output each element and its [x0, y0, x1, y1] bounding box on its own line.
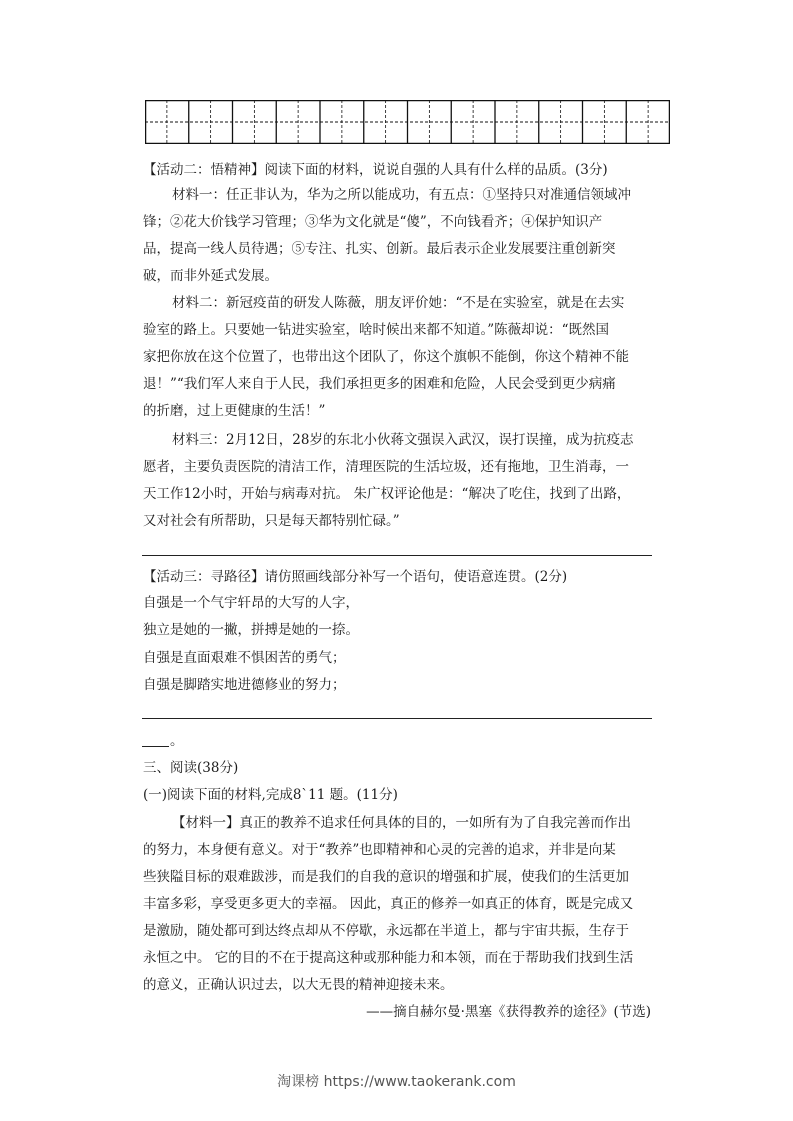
activity3-line3: 自强是直面艰难不惧困苦的勇气；	[143, 650, 346, 666]
reading-line3: 些狭隘目标的艰难跋涉，而是我们的自我的意识的增强和扩展，使我们的生活更加	[143, 869, 629, 885]
activity3-line1: 自强是一个气宇轩昂的大写的人字，	[143, 595, 359, 611]
writing-grid	[145, 100, 670, 144]
reading-line7: 的意义，正确认识过去，以大无畏的精神迎接未来。	[143, 977, 454, 993]
material1-line4: 破，而非外延式发展。	[143, 268, 278, 284]
footer-watermark: 淘课榜 https://www.taokerank.com	[277, 1074, 516, 1090]
material2-line3: 家把你放在这个位置了，也带出这个团队了，你这个旗帜不能倒，你这个精神不能	[143, 349, 629, 365]
activity3-line4: 自强是脚踏实地进德修业的努力；	[143, 677, 346, 693]
activity3-heading: 【活动三：寻路径】请仿照画线部分补写一个语句，使语意连贯。(2分)	[143, 569, 568, 585]
section-title: 三、阅读(38分)	[143, 760, 239, 776]
subsection-title: (一)阅读下面的材料,完成8`11 题。(11分)	[143, 787, 398, 803]
reading-line2: 的努力，本身便有意义。对于“教养”也即精神和心灵的完善的追求，并非是向某	[143, 842, 616, 858]
material1-line3: 品，提高一线人员待遇；⑤专注、扎实、创新。最后表示企业发展要注重创新突	[143, 241, 616, 257]
material3-line2: 愿者，主要负责医院的清洁工作，清理医院的生活垃圾，还有拖地，卫生消毒，一	[143, 459, 629, 475]
material2-line1: 材料二：新冠疫苗的研发人陈薇，朋友评价她：“不是在实验室，就是在去实	[172, 295, 625, 311]
material2-line5: 的折磨，过上更健康的生活！”	[143, 403, 326, 419]
source-citation: ——摘自赫尔曼·黑塞《获得教养的途径》(节选)	[366, 1004, 651, 1020]
material1-line1: 材料一：任正非认为，华为之所以能成功，有五点：①坚持只对准通信领域冲	[172, 187, 631, 203]
end-mark: 。	[170, 733, 184, 749]
material3-line3: 天工作12小时，开始与病毒对抗。 朱广权评论他是：“解决了吃住，找到了出路，	[143, 486, 631, 502]
material3-line1: 材料三：2月12日，28岁的东北小伙蒋文强误入武汉，误打误撞，成为抗疫志	[172, 432, 634, 448]
reading-line5: 是激励，随处都可到达终点却从不停歇，永远都在半道上，都与宇宙共振，生存于	[143, 923, 629, 939]
material1-line2: 锋；②花大价钱学习管理；③华为文化就是“傻”，不向钱看齐；④保护知识产	[143, 214, 603, 230]
activity3-line2: 独立是她的一撇，拼搏是她的一捺。	[143, 622, 359, 638]
material3-line4: 又对社会有所帮助，只是每天都特别忙碌。”	[143, 513, 400, 529]
answer-line-short	[142, 746, 169, 747]
answer-line-activity3	[142, 718, 652, 719]
material2-line2: 验室的路上。只要她一钻进实验室，啥时候出来都不知道。”陈薇却说：“既然国	[143, 322, 610, 338]
material2-line4: 退！”“我们军人来自于人民，我们承担更多的困难和危险，人民会受到更少病痛	[143, 376, 616, 392]
reading-line6: 永恒之中。 它的目的不在于提高这种或那种能力和本领，而在于帮助我们找到生活	[143, 950, 634, 966]
answer-line-activity2	[142, 555, 652, 556]
reading-line4: 丰富多彩，享受更多更大的幸福。 因此，真正的修养一如真正的体育，既是完成又	[143, 896, 634, 912]
reading-line1: 【材料一】真正的教养不追求任何具体的目的，一如所有为了自我完善而作出	[172, 815, 631, 831]
activity2-heading: 【活动二：悟精神】阅读下面的材料，说说自强的人具有什么样的品质。(3分)	[143, 162, 608, 178]
